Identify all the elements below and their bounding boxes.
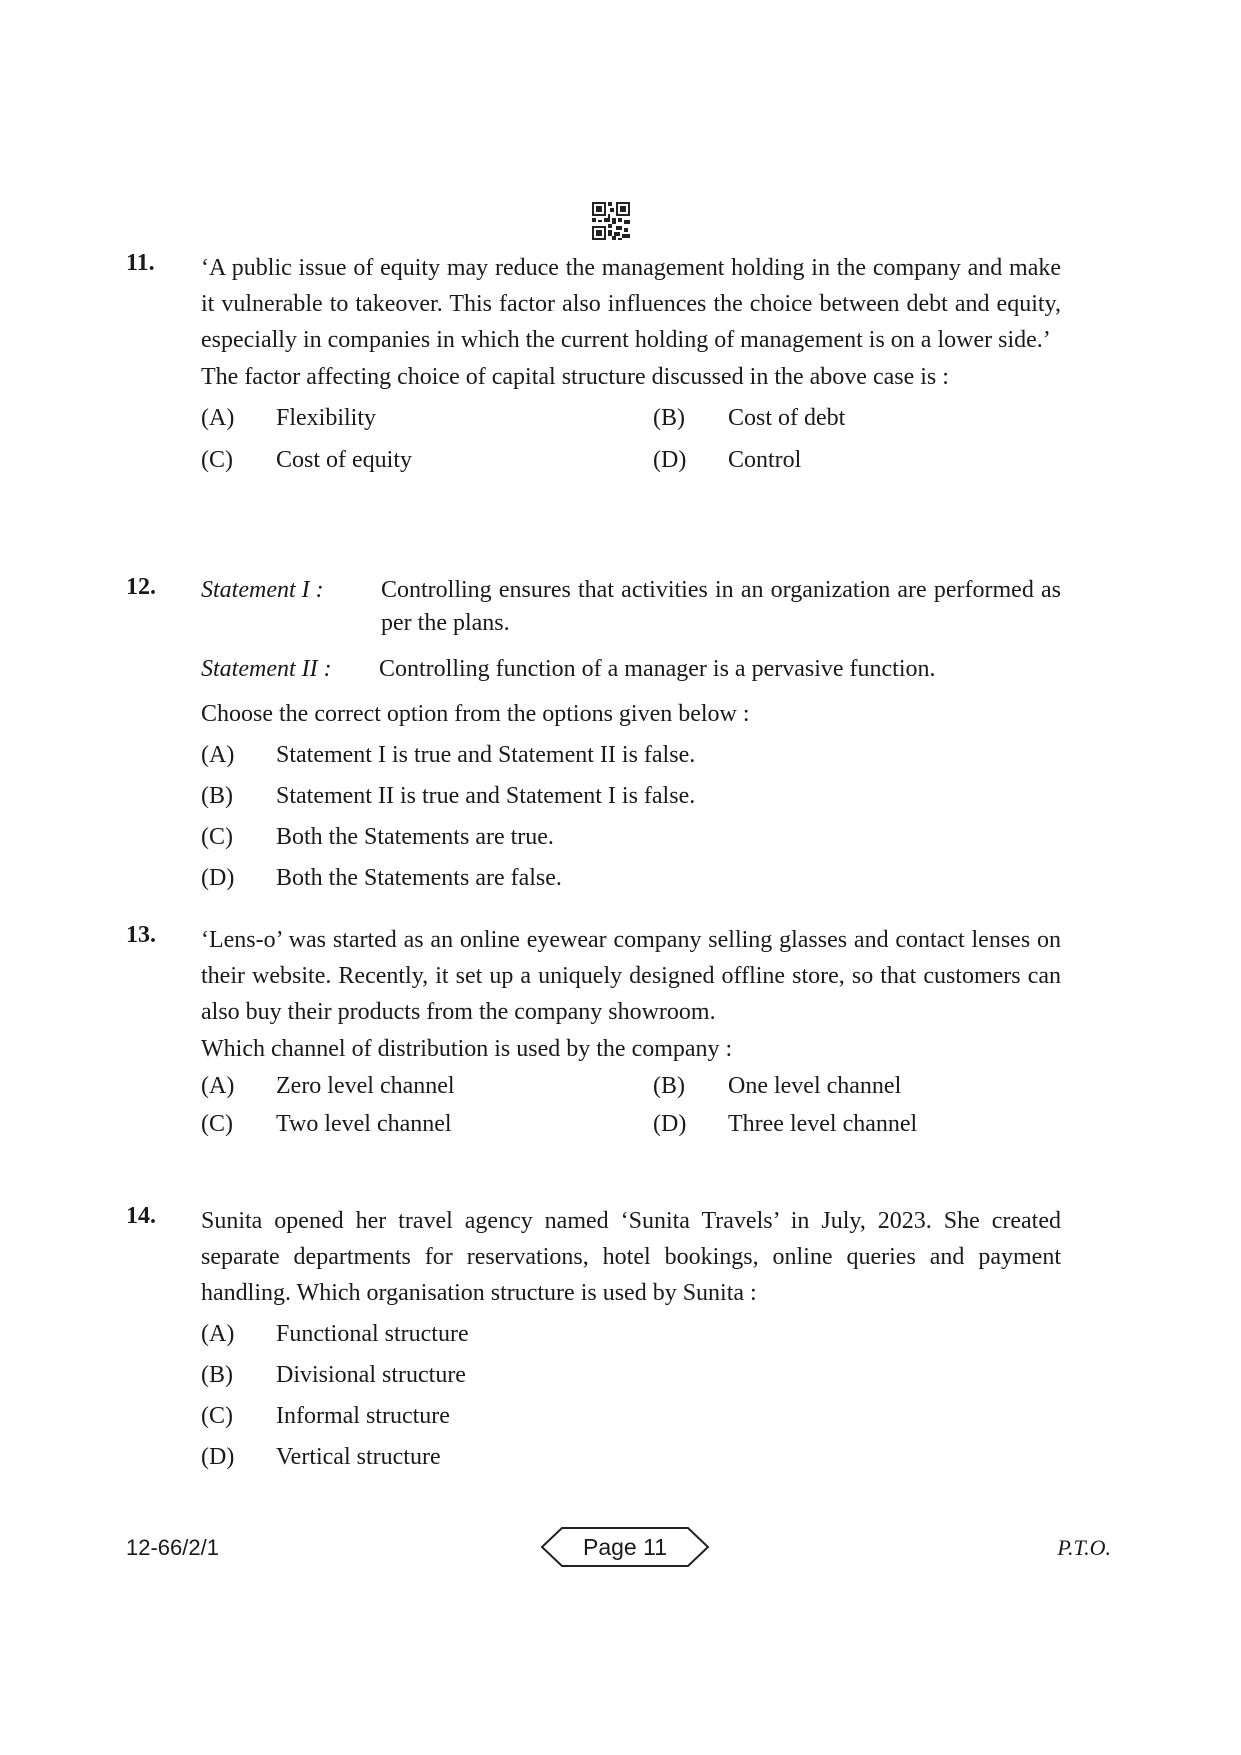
question-prompt: Choose the correct option from the options given below : (201, 701, 750, 727)
statement-text: Controlling function of a manager is a pervasive function. (379, 656, 936, 682)
option-text: Divisional structure (276, 1362, 466, 1388)
option-d (653, 1106, 1053, 1142)
statement-1 (201, 574, 1061, 640)
question-14 (126, 1203, 1061, 1475)
option-label: (D) (201, 1444, 235, 1470)
option-label: (A) (201, 1073, 235, 1099)
option-label: (C) (201, 824, 233, 850)
option-a (201, 1316, 1061, 1352)
statement-label: Statement II : (201, 656, 332, 682)
option-b (201, 778, 1061, 814)
option-text: Statement II is true and Statement I is false. (276, 783, 696, 809)
option-text: Three level channel (728, 1111, 918, 1137)
question-number: 13. (126, 922, 156, 948)
question-13 (126, 922, 1061, 1142)
question-prompt: The factor affecting choice of capital structure discussed in the above case is : (201, 364, 949, 390)
option-label: (D) (653, 447, 687, 473)
option-label: (D) (653, 1111, 687, 1137)
question-number: 12. (126, 574, 156, 600)
statement-text: Controlling ensures that activities in an organization are performed as per the plans. (381, 577, 1061, 636)
option-text: Both the Statements are false. (276, 865, 562, 891)
options-list (201, 1316, 1061, 1475)
question-number: 14. (126, 1203, 156, 1229)
option-label: (C) (201, 447, 233, 473)
option-a (201, 1068, 653, 1104)
options-grid (201, 400, 1061, 478)
option-text: Vertical structure (276, 1444, 441, 1470)
option-text: Functional structure (276, 1321, 469, 1347)
option-label: (B) (653, 405, 685, 431)
option-c (201, 819, 1061, 855)
option-a (201, 400, 653, 436)
question-number: 11. (126, 250, 155, 276)
option-d (653, 442, 1053, 478)
option-label: (B) (653, 1073, 685, 1099)
option-text: Zero level channel (276, 1073, 455, 1099)
qr-code (592, 202, 630, 240)
option-c (201, 442, 653, 478)
option-d (201, 1439, 1061, 1475)
page-number-box (540, 1525, 710, 1569)
option-label: (D) (201, 865, 235, 891)
option-label: (A) (201, 405, 235, 431)
option-b (653, 400, 1053, 436)
page-number: Page 11 (583, 1534, 667, 1560)
option-label: (B) (201, 1362, 233, 1388)
option-label: (A) (201, 742, 235, 768)
option-text: Flexibility (276, 405, 377, 431)
paper-code: 12-66/2/1 (126, 1535, 219, 1560)
option-d (201, 860, 1061, 896)
option-text: Two level channel (276, 1111, 452, 1137)
question-12 (126, 574, 1061, 896)
option-label: (C) (201, 1111, 233, 1137)
option-text: Statement I is true and Statement II is false. (276, 742, 696, 768)
option-c (201, 1106, 653, 1142)
option-text: Both the Statements are true. (276, 824, 554, 850)
option-b (201, 1357, 1061, 1393)
option-text: Informal structure (276, 1403, 450, 1429)
option-label: (B) (201, 783, 233, 809)
options-list (201, 737, 1061, 896)
statement-label: Statement I : (201, 577, 324, 603)
question-11 (126, 250, 1061, 478)
option-a (201, 737, 1061, 773)
pto-label: P.T.O. (1057, 1535, 1111, 1560)
question-passage: Sunita opened her travel agency named ‘Sunita Travels’ in July, 2023. She created separate departments for reservations, hotel bookings, online queries and payment handling. Which organisation structure is used by Sunita : (201, 1208, 1061, 1306)
statement-2 (201, 653, 1061, 686)
question-passage: ‘Lens-o’ was started as an online eyewear company selling glasses and contact lenses on their website. Recently, it set up a uniquely designed offline store, so that customers can also buy their products from the company showroom. (201, 927, 1061, 1025)
option-label: (A) (201, 1321, 235, 1347)
options-grid (201, 1068, 1061, 1142)
option-text: Cost of equity (276, 447, 412, 473)
option-label: (C) (201, 1403, 233, 1429)
option-text: Cost of debt (728, 405, 846, 431)
option-b (653, 1068, 1053, 1104)
option-text: Control (728, 447, 802, 473)
option-c (201, 1398, 1061, 1434)
option-text: One level channel (728, 1073, 902, 1099)
question-prompt: Which channel of distribution is used by the company : (201, 1036, 733, 1062)
question-passage: ‘A public issue of equity may reduce the management holding in the company and make it vulnerable to takeover. This factor also influences the choice between debt and equity, especially in companies in which the current holding of management is on a lower side.’ (201, 255, 1061, 353)
